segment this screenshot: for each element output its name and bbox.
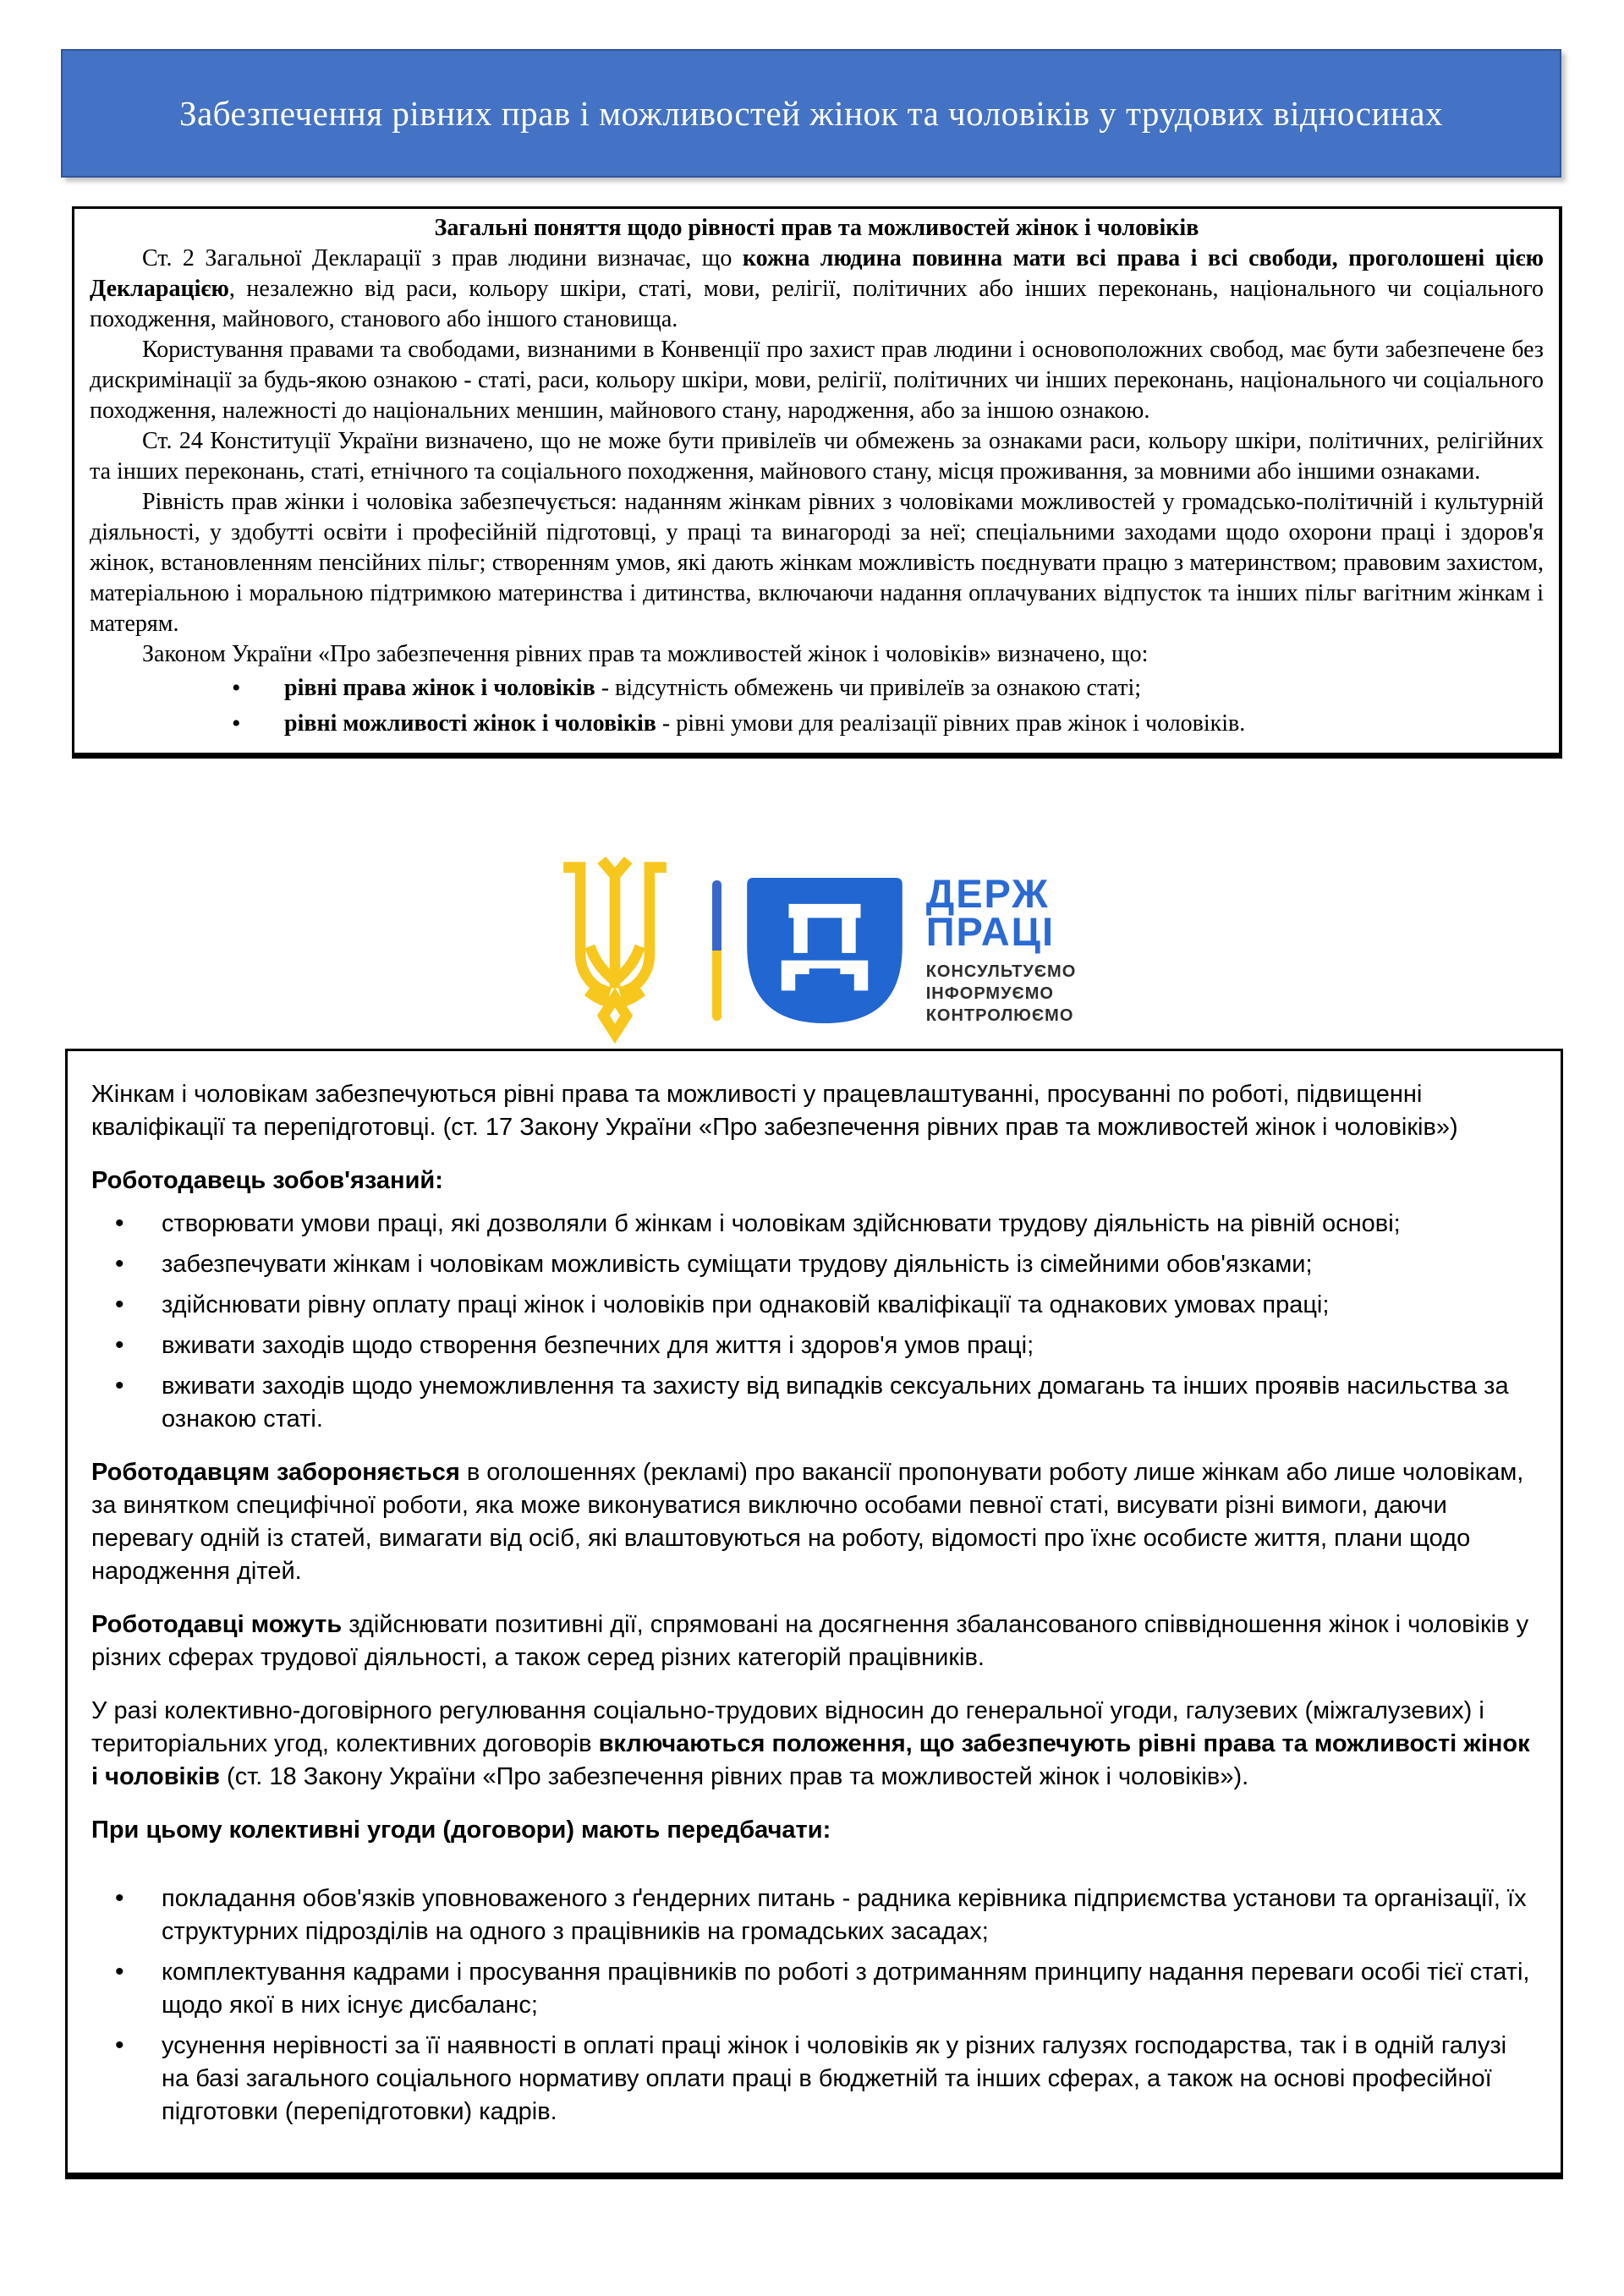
box2-p2-rest: в оголошеннях (рекламі) про вакансії пропонувати роботу лише жінкам або лише чоловікам, за винятком специфічної роботи, яка може виконуватися виключно особами певної статі, висувати різні вимоги, даючи перевагу одній із статей, вимагати від осіб, які влаштовуються на роботу, відомості про їхнє особисте життя, плани щодо народження дітей. <box>91 1459 1524 1585</box>
definition-term: рівні можливості жінок і чоловіків <box>284 710 656 737</box>
duty-text: здійснювати рівну оплату праці жінок і чоловіків при однаковій кваліфікації та однакових умовах праці; <box>162 1291 1330 1318</box>
box2-p4-bold: включаються положення, що забезпечують рівні права та можливості жінок і чоловіків <box>91 1730 1530 1790</box>
list-item <box>91 1208 1535 1241</box>
list-item <box>91 1882 1535 1948</box>
box1-p1-post: , незалежно від раси, кольору шкіри, статі, мови, релігії, політичних або інших переконань, національного чи соціального походження, майнового, станового або іншого становища. <box>90 276 1544 332</box>
employer-duties-list <box>91 1208 1535 1436</box>
box2-heading-employer-obliged: Роботодавець зобов'язаний: <box>91 1167 443 1194</box>
tagline-line1: КОНСУЛЬТУЄМО <box>925 962 1077 981</box>
list-item <box>90 709 1544 739</box>
list-item <box>91 1370 1535 1436</box>
duty-text: забезпечувати жінкам і чоловікам можливість суміщати трудову діяльність із сімейними обов'язками; <box>162 1251 1313 1278</box>
logo-wordmark <box>925 871 1077 954</box>
box1-paragraph-declaration <box>90 244 1544 335</box>
definition-text: - відсутність обмежень чи привілеїв за ознакою статі; <box>595 675 1142 701</box>
box2-paragraph-intro: Жінкам і чоловікам забезпечуються рівні права та можливості у працевлаштуванні, просуванні по роботі, підвищенні кваліфікації та перепідготовці. (ст. 17 Закону України «Про забезпечення рівних прав та можливостей жінок і чоловіків») <box>91 1081 1458 1141</box>
title-banner <box>61 49 1561 178</box>
employer-obligations-box <box>65 1049 1563 2179</box>
box2-paragraph-prohibited <box>91 1456 1535 1588</box>
box1-definitions-list <box>90 673 1544 739</box>
box2-p3-rest: здійснювати позитивні дії, спрямовані на досягнення збалансованого співвідношення жінок і чоловіків у різних сферах трудової діяльності, а також серед різних категорій працівників. <box>91 1611 1529 1671</box>
box2-heading-agreements-provide: При цьому колективні угоди (договори) мають передбачати: <box>91 1817 831 1844</box>
list-item <box>91 1329 1535 1362</box>
box2-p3-bold: Роботодавці можуть <box>91 1611 343 1638</box>
list-item <box>91 1956 1535 2022</box>
list-item <box>90 673 1544 704</box>
wordmark-line1: ДЕРЖ <box>925 871 1050 916</box>
derzhpratsi-logo <box>0 852 1624 1049</box>
box1-paragraph-law: Законом України «Про забезпечення рівних прав та можливостей жінок і чоловіків» визначено, що: <box>142 641 1149 667</box>
logo-text-block <box>925 871 1077 1027</box>
list-item <box>91 1248 1535 1281</box>
tagline-line2: ІНФОРМУЄМО <box>925 984 1054 1003</box>
flag-separator-bar <box>712 880 721 1021</box>
general-concepts-box <box>72 206 1562 759</box>
box2-paragraph-collective-agreements <box>91 1695 1535 1794</box>
box1-paragraph-constitution: Ст. 24 Конституції України визначено, що не може бути привілеїв чи обмежень за ознаками раси, кольору шкіри, політичних, релігійних та інших переконань, статі, етнічного та соціального походження, майнового стану, місця проживання, за мовними або іншими ознаками. <box>90 428 1544 485</box>
duty-text: створювати умови праці, які дозволяли б жінкам і чоловікам здійснювати трудову діяльність на рівній основі; <box>162 1210 1401 1237</box>
box2-p4-pre: У разі колективно-договірного регулювання соціально-трудових відносин до генеральної угоди, галузевих (міжгалузевих) і територіальних угод, колективних договорів <box>91 1697 1484 1757</box>
logo-tagline <box>926 961 1077 1027</box>
wordmark-line2: ПРАЦІ <box>925 909 1056 954</box>
box1-p1-pre: Ст. 2 Загальної Декларації з прав людини визначає, що <box>142 245 743 271</box>
page-title: Забезпечення рівних прав і можливостей жінок та чоловіків у трудових відносинах <box>178 94 1444 133</box>
list-item <box>91 1289 1535 1322</box>
box1-p1-bold: кожна людина повинна мати всі права і всі свободи, проголошені цією Декларацією <box>90 245 1544 302</box>
duty-text: вживати заходів щодо унеможливлення та захисту від випадків сексуальних домагань та інших проявів насильства за ознакою статі. <box>162 1373 1509 1433</box>
agreement-provisions-list <box>91 1882 1535 2129</box>
derzhpratsi-shield-icon <box>745 878 904 1023</box>
provision-text: покладання обов'язків уповноваженого з ґендерних питань - радника керівника підприємства установи та організації, їх структурних підрозділів на одного з працівників на громадських засадах; <box>162 1885 1527 1945</box>
box1-paragraph-convention: Користування правами та свободами, визнаними в Конвенції про захист прав людини і основоположних свобод, має бути забезпечене без дискримінації за будь-якою ознакою - статі, раси, кольору шкіри, мови, релігії, політичних чи інших переконань, національного чи соціального походження, належності до національних меншин, майнового стану, народження, або за іншою ознакою. <box>90 337 1544 424</box>
list-item <box>91 2030 1535 2129</box>
box1-paragraph-equality: Рівність прав жінки і чоловіка забезпечується: наданням жінкам рівних з чоловіками можливостей у громадсько-політичній і культурній діяльності, у здобутті освіти і професійній підготовці, у праці та винагороді за неї; спеціальними заходами щодо охорони праці і здоров'я жінок, встановленням пенсійних пільг; створенням умов, які дають жінкам можливість поєднувати працю з материнством; правовим захистом, матеріальною і моральною підтримкою материнства і дитинства, включаючи надання оплачуваних відпусток та інших пільг вагітним жінкам і матерям. <box>90 489 1544 637</box>
definition-text: - рівні умови для реалізації рівних прав жінок і чоловіків. <box>656 710 1246 737</box>
box2-p4-post: (ст. 18 Закону України «Про забезпечення рівних прав та можливостей жінок і чоловіків»). <box>219 1763 1249 1790</box>
tagline-line3: КОНТРОЛЮЄМО <box>925 1006 1074 1025</box>
box2-paragraph-positive-actions <box>91 1608 1535 1674</box>
provision-text: комплектування кадрами і просування працівників по роботі з дотриманням принципу надання переваги особі тієї статі, щодо якої в них існує дисбаланс; <box>162 1959 1530 2019</box>
box1-title: Загальні поняття щодо рівності прав та можливостей жінок і чоловіків <box>434 215 1199 241</box>
provision-text: усунення нерівності за її наявності в оплаті праці жінок і чоловіків як у різних галузях господарства, так і в одній галузі на базі загального соціального нормативу оплати праці в бюджетній та інших сферах, а також на основі професійної підготовки (перепідготовки) кадрів. <box>162 2032 1507 2125</box>
duty-text: вживати заходів щодо створення безпечних для життя і здоров'я умов праці; <box>162 1332 1034 1359</box>
definition-term: рівні права жінок і чоловіків <box>284 675 595 701</box>
ukraine-trident-icon <box>548 856 682 1045</box>
box2-p2-bold: Роботодавцям забороняється <box>91 1459 460 1486</box>
